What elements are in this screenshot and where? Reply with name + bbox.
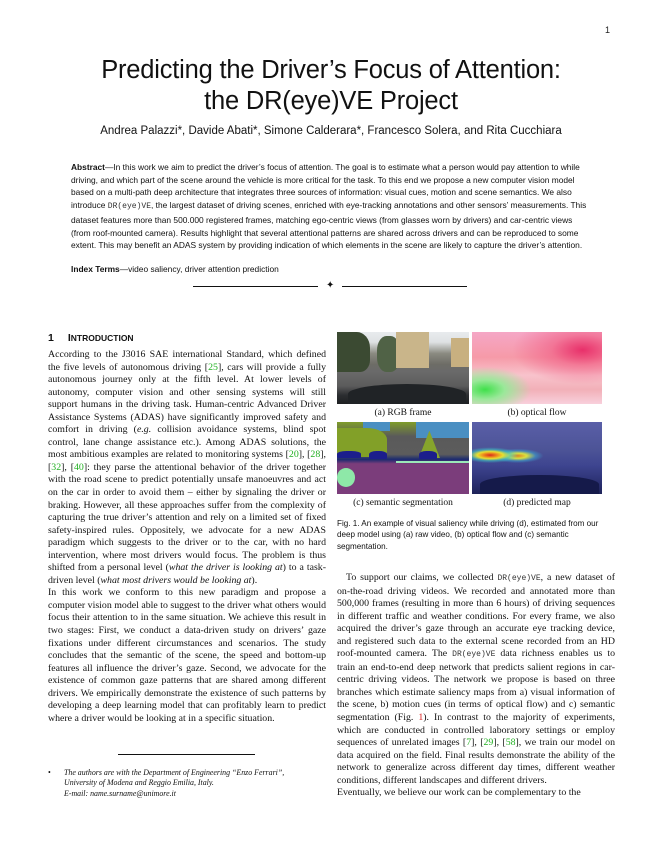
section-number: 1 bbox=[48, 332, 54, 344]
text: ], cars will provide a fully autonomous journey only at the fifth level. At lower levels of autonomy, computer vision and other sensing systems will still support humans in the driving task. Human-centric Advanced Driver Assistance Systems (ADAS) have significantly improved safety and comfort in driving ( bbox=[48, 361, 326, 436]
footnote-line-2: University of Modena and Reggio Emilia, Italy. bbox=[64, 778, 214, 788]
text: ). In contrast to the majority of experiments, which are conducted in controlled laboratory settings or employ sequences of unrelated images [ bbox=[337, 712, 616, 749]
left-column bbox=[48, 349, 326, 725]
text: what most drivers would be looking at bbox=[100, 574, 252, 586]
abstract-text-1: —In this work we aim to predict the driver’s focus of attention. The goal is to estimate what a person would pay attention to while driving, and which part of the scene around the vehicle is more critical for the task. To this end we propose a new computer vision model based on a multi-path deep architecture that integrates three sources of information: visual cues, motion and scene semantics. We also introduce bbox=[71, 162, 580, 211]
dataset-name: DR(eye)VE bbox=[452, 650, 496, 660]
footnote bbox=[48, 768, 328, 799]
citation-link[interactable]: 40 bbox=[73, 461, 84, 473]
diamond-icon: ✦ bbox=[326, 280, 335, 291]
bullet-icon: • bbox=[48, 768, 51, 777]
text: ]: they parse the attentional behavior of the driver together with the road scene to predict potentially unsafe manoeuvres and act on the car in order to avoid them – either by signaling the driver or braking. However, all these approaches suffer from the complexity of capturing the true driver’s attention and rely on a limited set of fixed safety-inspired rules. Oppositely, we advocate for a new ADAS paradigm which suggests to the driver or to the car, with no hard intervention, where most drivers would focus. The problem is thus shifted from a personal level ( bbox=[48, 461, 327, 574]
semantic-segmentation-image bbox=[337, 422, 469, 494]
figure-ref-link[interactable]: 1 bbox=[418, 712, 424, 724]
footnote-line-1: The authors are with the Department of Engineering “Enzo Ferrari”, bbox=[64, 768, 285, 777]
optical-flow-image bbox=[472, 332, 602, 404]
figure-caption: Fig. 1. An example of visual saliency while driving (d), estimated from our deep model using (a) raw video, (b) optical flow and (c) semantic segmentation. bbox=[337, 519, 599, 551]
text: ], we train our model on data acquired on the field. Final results demonstrate the ability of the network to generalize across different day times, different weather conditions, different landscapes and different drivers. bbox=[337, 737, 616, 786]
figure-label-c: (c) semantic segmentation bbox=[353, 498, 453, 508]
predicted-map-image bbox=[472, 422, 602, 494]
text: ], [ bbox=[493, 737, 506, 749]
page-number: 1 bbox=[605, 25, 611, 35]
intro-paragraph-3 bbox=[337, 572, 615, 787]
figure-label-d: (d) predicted map bbox=[503, 498, 571, 508]
index-terms bbox=[71, 264, 591, 274]
text: , a new dataset of on-the-road driving videos. We recorded and annotated more than 500,000 frames (resulting in more than 6 hours) of driving sequences in different traffic and weather conditions. For every frame, we also acquired the driver’s gaze through an accurate eye tracking device, and registered such data to the external scene recorded from an HD roof-mounted camera. The bbox=[337, 572, 615, 660]
citation-link[interactable]: 29 bbox=[483, 737, 494, 749]
citation-link[interactable]: 58 bbox=[505, 737, 516, 749]
intro-paragraph-4: Eventually, we believe our work can be complementary to the bbox=[337, 787, 581, 799]
text: ) to a task-driven level ( bbox=[48, 562, 327, 586]
separator-line-right bbox=[342, 286, 467, 287]
index-terms-text: —video saliency, driver attention prediction bbox=[119, 264, 279, 274]
author-list: Andrea Palazzi*, Davide Abati*, Simone Calderara*, Francesco Solera, and Rita Cucchiara bbox=[100, 125, 562, 137]
dataset-name: DR(eye)VE bbox=[107, 202, 151, 212]
text: To support our claims, we collected bbox=[346, 572, 498, 583]
citation-link[interactable]: 28 bbox=[310, 449, 321, 461]
footnote-rule bbox=[118, 754, 255, 755]
intro-paragraph-2: In this work we conform to this new paradigm and propose a computer vision model able to suggest to the driver what others would focus their attention to in the same situation. We achieve this result in two stages: First, we conduct a data-driven study on drivers’ gaze fixations under different circumstances and scenarios. The study concludes that the semantic of the scene, the speed and bottom-up features all influence the driver’s gaze. Second, we advocate for the existence of common gaze patterns that are shared among different drivers. We empirically demonstrate the existence of such patterns by developing a deep learning model that can profitably learn to predict where a driver would be looking at in a specific situation. bbox=[48, 587, 326, 724]
title-line-2: the DR(eye)VE Project bbox=[204, 87, 458, 115]
section-title-first: I bbox=[67, 332, 71, 344]
text: ], [ bbox=[48, 449, 326, 473]
figure-label-b: (b) optical flow bbox=[507, 408, 567, 418]
citation-link[interactable]: 20 bbox=[288, 449, 299, 461]
abstract-text-2: , the largest dataset of driving scenes, enriched with eye-tracking annotations and other sensors’ measurements. This dataset features more than 500.000 registered frames, matching ego-centric views (from glasses worn by drivers) and car-centric views (from roof-mounted camera). Results highlight that several attentional patterns are shared across drivers and can be reproduced to some extent. This may benefit an ADAS system by providing indication of which elements in the scene are likely to capture the driver’s attention. bbox=[71, 200, 587, 251]
abstract-label: Abstract bbox=[71, 162, 105, 172]
text: what the driver is looking at bbox=[168, 562, 283, 574]
text: ], [ bbox=[61, 461, 74, 473]
text: e.g. bbox=[136, 424, 152, 436]
text: ], [ bbox=[298, 449, 311, 461]
citation-link[interactable]: 32 bbox=[51, 461, 62, 473]
separator-line-left bbox=[193, 286, 318, 287]
text: According to the J3016 SAE international Standard, which defined the five levels of autonomous driving [ bbox=[48, 349, 326, 373]
citation-link[interactable]: 25 bbox=[208, 361, 218, 373]
footnote-line-3: E-mail: name.surname@unimore.it bbox=[64, 788, 176, 798]
index-terms-label: Index Terms bbox=[71, 264, 120, 274]
right-column bbox=[337, 572, 615, 800]
abstract bbox=[71, 161, 591, 252]
dataset-name: DR(eye)VE bbox=[497, 574, 541, 583]
rgb-frame-image bbox=[337, 332, 469, 404]
text: data richness enables us to train an end-to-end deep network that predicts salient regions in car-centric driving videos. The network we propose is based on three branches which estimate saliency maps from a) visual information of the scene, b) motion cues (in terms of optical flow) and c) semantic segmentation (Fig. bbox=[337, 648, 615, 724]
section-title-rest: NTRODUCTION bbox=[70, 333, 134, 343]
text: collision avoidance systems, blind spot control, lane change assistance etc.). Among ADAS solutions, the most ambitious examples are related to monitoring systems [ bbox=[48, 424, 326, 461]
figure-label-a: (a) RGB frame bbox=[374, 408, 432, 418]
paper-title bbox=[0, 55, 662, 117]
text: ). bbox=[251, 574, 258, 586]
text: ], [ bbox=[471, 737, 484, 749]
title-line-1: Predicting the Driver’s Focus of Attention: bbox=[101, 56, 561, 84]
intro-paragraph-1 bbox=[48, 349, 326, 587]
citation-link[interactable]: 7 bbox=[466, 737, 472, 749]
section-heading bbox=[48, 332, 134, 344]
